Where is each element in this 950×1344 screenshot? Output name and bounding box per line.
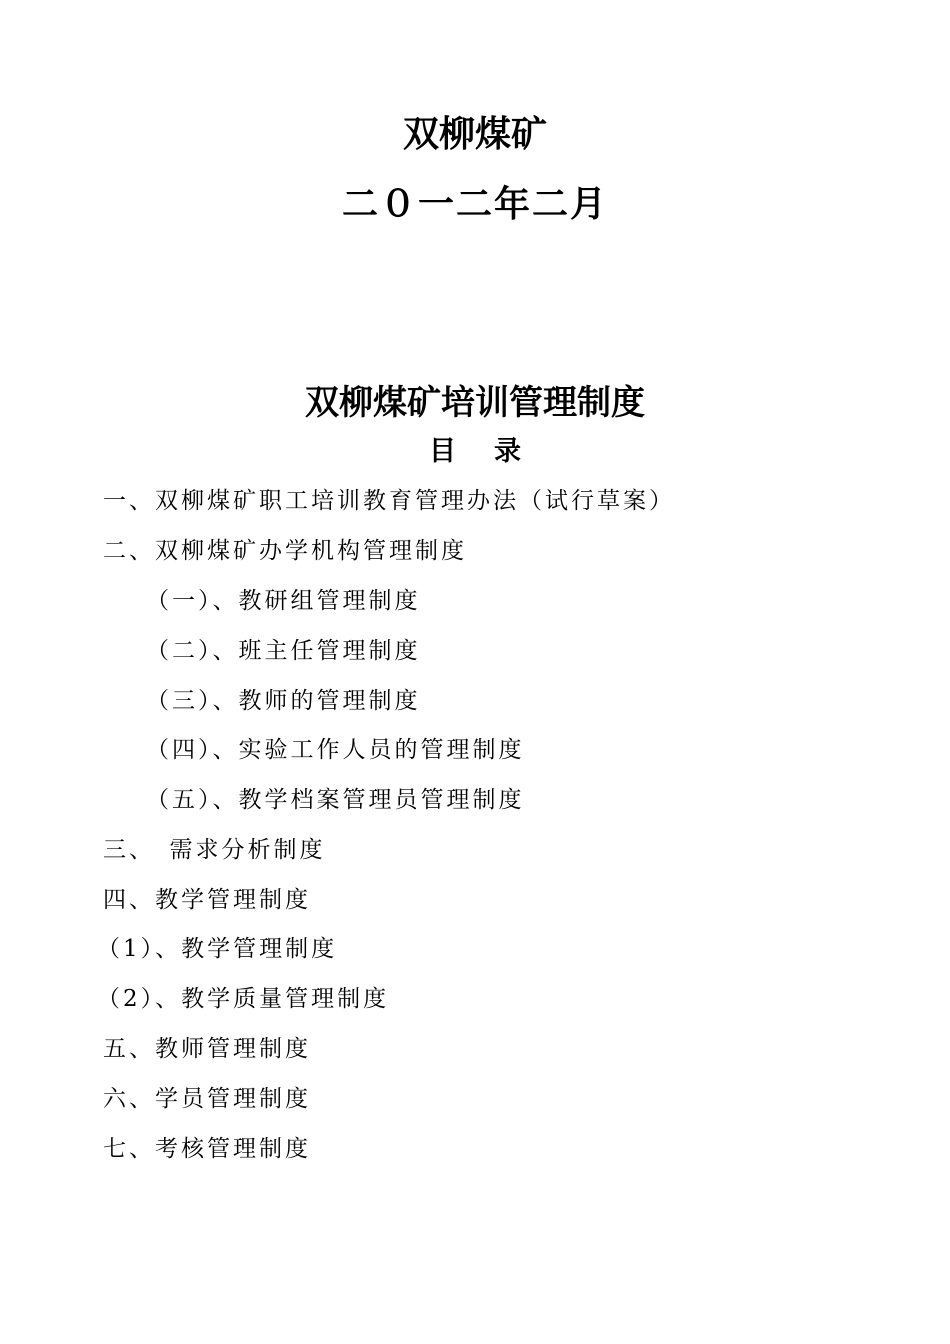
company-name: 双柳煤矿: [402, 113, 547, 155]
toc-item: 五、教师管理制度: [103, 1036, 311, 1062]
toc-item: 七、考核管理制度: [103, 1136, 311, 1162]
toc-heading-left: 目: [429, 436, 456, 467]
toc-item: （二）、班主任管理制度: [146, 638, 421, 664]
toc-item: 六、学员管理制度: [103, 1086, 311, 1112]
toc-item: 二、双柳煤矿办学机构管理制度: [103, 538, 467, 564]
document-title: 双柳煤矿培训管理制度: [305, 383, 645, 423]
toc-item: 一、双柳煤矿职工培训教育管理办法（试行草案）: [103, 488, 675, 514]
toc-item: 三、 需求分析制度: [103, 837, 326, 863]
toc-item: （三）、教师的管理制度: [146, 688, 421, 714]
toc-heading: [0, 438, 950, 465]
toc-item: （五）、教学档案管理员管理制度: [146, 787, 525, 813]
toc-heading-right: 录: [494, 436, 521, 467]
toc-item: （2）、教学质量管理制度: [97, 986, 390, 1012]
toc-item: （1）、教学管理制度: [97, 936, 338, 962]
toc-item: 四、教学管理制度: [103, 887, 311, 913]
toc-item: （四）、实验工作人员的管理制度: [146, 737, 525, 763]
toc-item: （一）、教研组管理制度: [146, 588, 421, 614]
document-date: 二０一二年二月: [341, 183, 608, 225]
